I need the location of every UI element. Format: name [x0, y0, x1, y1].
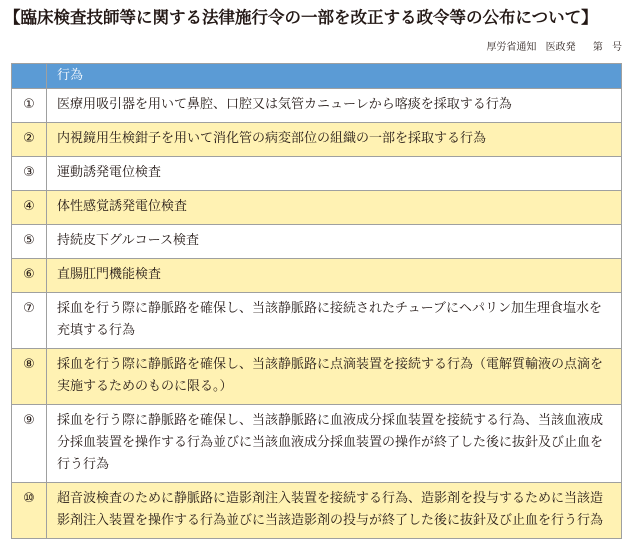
table-row — [12, 89, 622, 123]
row-text: 直腸肛門機能検査 — [47, 259, 622, 293]
notice-office: 医政発 — [545, 42, 576, 53]
row-number: ④ — [12, 191, 47, 225]
row-number: ③ — [12, 157, 47, 191]
row-text: 体性感覚誘発電位検査 — [47, 191, 622, 225]
row-number: ⑦ — [12, 293, 47, 349]
row-text: 医療用吸引器を用いて鼻腔、口腔又は気管カニューレから喀痰を採取する行為 — [47, 89, 622, 123]
row-number: ⑧ — [12, 349, 47, 405]
table-header-row — [12, 64, 622, 89]
row-text: 採血を行う際に静脈路を確保し、当該静脈路に接続されたチューブにヘパリン加生理食塩水を充填する行為 — [47, 293, 622, 349]
row-text: 運動誘発電位検査 — [47, 157, 622, 191]
row-number: ⑩ — [12, 483, 47, 539]
table-row — [12, 191, 622, 225]
notice-number-label: 第 — [592, 42, 603, 53]
row-number: ⑨ — [12, 405, 47, 483]
row-number: ⑤ — [12, 225, 47, 259]
row-number: ① — [12, 89, 47, 123]
table-row — [12, 293, 622, 349]
header-corner-cell — [12, 64, 47, 89]
row-number: ② — [12, 123, 47, 157]
table-row — [12, 225, 622, 259]
table-row — [12, 405, 622, 483]
acts-table — [11, 63, 622, 539]
header-acts: 行為 — [47, 64, 622, 89]
row-text: 持続皮下グルコース検査 — [47, 225, 622, 259]
table-row — [12, 483, 622, 539]
row-text: 内視鏡用生検鉗子を用いて消化管の病変部位の組織の一部を採取する行為 — [47, 123, 622, 157]
row-text: 超音波検査のために静脈路に造影剤注入装置を接続する行為、造影剤を投与するために当該造影剤注入装置を操作する行為並びに当該造影剤の投与が終了した後に抜針及び止血を行う行為 — [47, 483, 622, 539]
table-row — [12, 123, 622, 157]
notice-reference — [480, 38, 622, 53]
notice-number-suffix: 号 — [612, 42, 622, 53]
table-row — [12, 157, 622, 191]
row-text: 採血を行う際に静脈路を確保し、当該静脈路に血液成分採血装置を接続する行為、当該血液成分採血装置を操作する行為並びに当該血液成分採血装置の操作が終了した後に抜針及び止血を行う行為 — [47, 405, 622, 483]
row-number: ⑥ — [12, 259, 47, 293]
table-row — [12, 349, 622, 405]
page-title: 【臨床検査技師等に関する法律施行令の一部を改正する政令等の公布について】 — [4, 8, 598, 27]
table-row — [12, 259, 622, 293]
row-text: 採血を行う際に静脈路を確保し、当該静脈路に点滴装置を接続する行為（電解質輸液の点滴を実施するためのものに限る。） — [47, 349, 622, 405]
notice-source: 厚労省通知 — [486, 42, 537, 53]
